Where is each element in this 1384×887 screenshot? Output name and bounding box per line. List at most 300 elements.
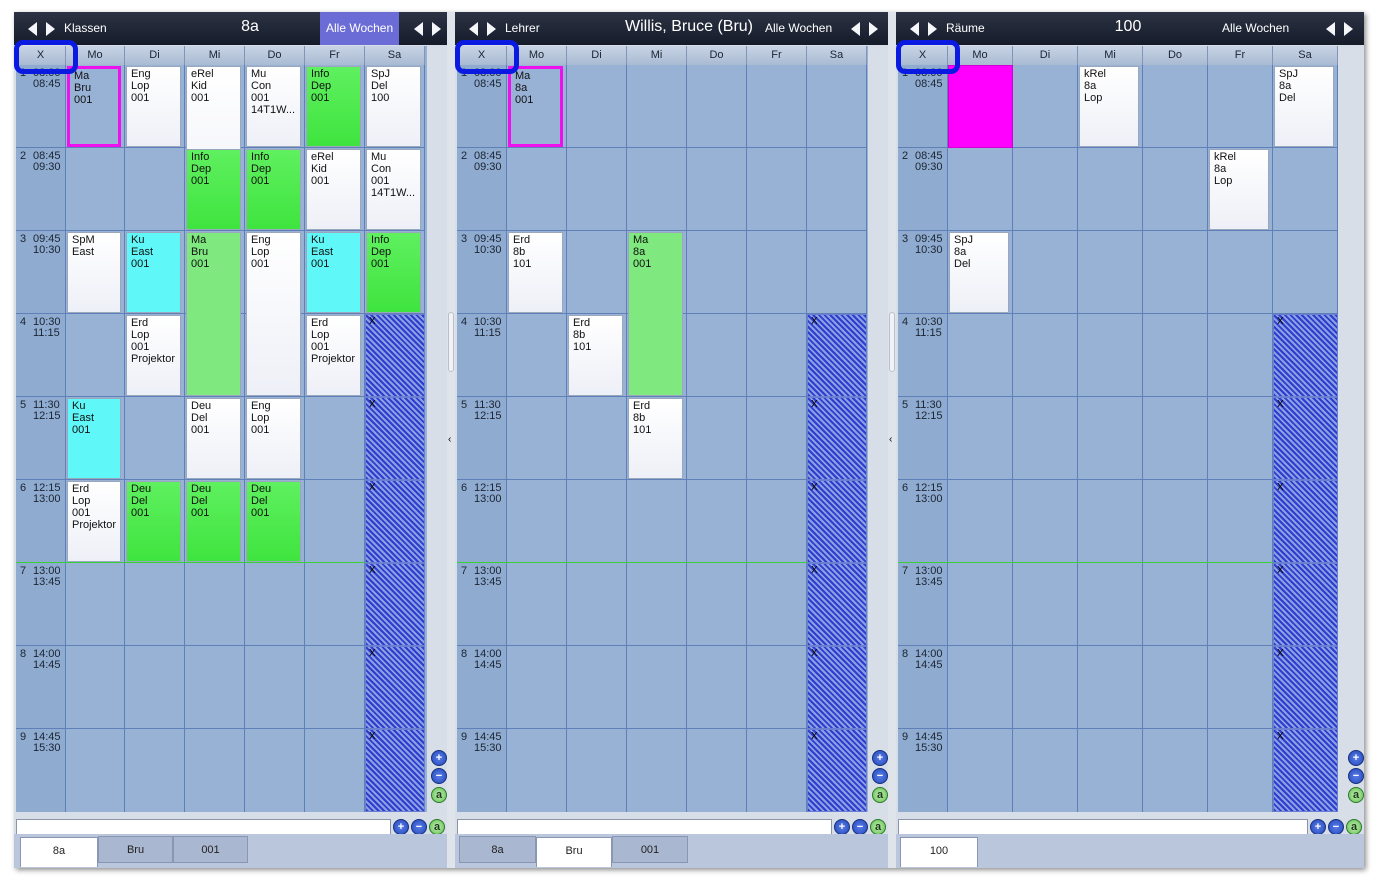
period-number: 7 xyxy=(461,565,468,577)
period-end: 14:45 xyxy=(474,659,502,671)
blocked-period-cell: X xyxy=(1273,314,1338,397)
period-number: 8 xyxy=(902,648,909,660)
lesson-line: Ku xyxy=(72,400,86,412)
element-tabs xyxy=(896,834,1364,868)
next-element-arrow-icon[interactable] xyxy=(928,22,937,36)
blocked-period-cell: X xyxy=(365,480,425,563)
element-type-label[interactable]: Räume xyxy=(946,21,985,35)
lesson-line: Lop xyxy=(72,495,91,507)
lesson-line: 001 xyxy=(191,424,210,436)
zoom-out-icon[interactable]: − xyxy=(872,768,888,784)
day-header-do[interactable]: Do xyxy=(687,46,747,65)
period-times xyxy=(474,566,502,588)
row-zoom-in-icon[interactable]: + xyxy=(1310,819,1326,835)
timetable-grid xyxy=(16,46,427,812)
period-start: 11:30 xyxy=(33,399,60,411)
blocked-period-cell: X xyxy=(1273,563,1338,646)
lesson-line: Info xyxy=(371,234,390,246)
grid-row-line xyxy=(457,728,867,729)
element-tab[interactable]: 8a xyxy=(459,836,536,863)
lesson-line: Lop xyxy=(1084,92,1103,104)
timetable-grid xyxy=(898,46,1338,812)
lesson-card[interactable] xyxy=(628,398,683,479)
lesson-line: Del xyxy=(251,495,268,507)
period-end: 15:30 xyxy=(474,742,502,754)
lesson-line: Kid xyxy=(191,80,207,92)
lesson-line: Ku xyxy=(131,234,145,246)
day-header-di[interactable]: Di xyxy=(1013,46,1078,65)
grid-row-line xyxy=(16,396,425,397)
lesson-line: Erd xyxy=(131,317,149,329)
period-start: 09:45 xyxy=(33,233,61,245)
lesson-card[interactable] xyxy=(246,149,301,230)
next-week-arrow-icon[interactable] xyxy=(869,22,878,36)
element-tab[interactable]: 001 xyxy=(173,836,248,863)
grid-column-line xyxy=(65,65,66,812)
period-end: 09:30 xyxy=(915,161,943,173)
period-times xyxy=(915,151,943,173)
grid-row-line xyxy=(457,230,867,231)
grid-row-line xyxy=(898,728,1338,729)
lesson-line: 8a xyxy=(1214,163,1227,175)
day-header-fr[interactable]: Fr xyxy=(747,46,807,65)
element-search-input[interactable] xyxy=(16,819,391,835)
period-end: 12:15 xyxy=(474,410,502,422)
period-end: 13:45 xyxy=(915,576,943,588)
zoom-in-icon[interactable]: + xyxy=(431,750,447,766)
grid-row-line xyxy=(898,313,1338,314)
lesson-card[interactable] xyxy=(366,149,421,230)
lesson-line: SpM xyxy=(72,234,95,246)
lesson-line: SpJ xyxy=(954,234,973,246)
period-times xyxy=(915,400,943,422)
element-title: 8a xyxy=(241,18,259,35)
lesson-line: Projektor xyxy=(311,353,356,365)
lesson-line: 8a xyxy=(515,82,528,94)
period-start: 13:00 xyxy=(33,565,61,577)
period-end: 13:00 xyxy=(474,493,502,505)
period-end: 11:15 xyxy=(474,327,501,339)
prev-element-arrow-icon[interactable] xyxy=(28,22,37,36)
row-font-icon[interactable]: a xyxy=(1346,819,1362,835)
lesson-line: Del xyxy=(371,80,388,92)
lesson-card[interactable] xyxy=(126,232,181,313)
lesson-line: Del xyxy=(1279,92,1296,104)
lesson-line: SpJ xyxy=(1279,68,1298,80)
day-header-fr[interactable]: Fr xyxy=(1208,46,1273,65)
selected-lesson-card[interactable] xyxy=(508,66,563,147)
font-size-icon[interactable]: a xyxy=(1348,787,1364,803)
grid-column-line xyxy=(947,65,948,812)
grid-column-line xyxy=(1142,65,1143,812)
lesson-line: Deu xyxy=(131,483,152,495)
font-size-icon[interactable]: a xyxy=(872,787,888,803)
grid-row-line xyxy=(16,230,425,231)
lesson-line: Dep xyxy=(371,246,392,258)
blocked-period-cell: X xyxy=(807,646,867,729)
period-times xyxy=(474,649,502,671)
lesson-line: 001 xyxy=(191,175,210,187)
period-times xyxy=(33,234,61,256)
lesson-line: 001 xyxy=(72,424,91,436)
next-element-arrow-icon[interactable] xyxy=(46,22,55,36)
period-end: 12:15 xyxy=(33,410,61,422)
day-header-di[interactable]: Di xyxy=(125,46,185,65)
period-start: 08:45 xyxy=(915,150,943,162)
lesson-line: 001 xyxy=(251,92,270,104)
day-header-sa[interactable]: Sa xyxy=(1273,46,1338,65)
lesson-line: Bru xyxy=(74,82,92,94)
row-zoom-in-icon[interactable]: + xyxy=(834,819,850,835)
period-number: 7 xyxy=(20,565,27,577)
lesson-line: 14T1W... xyxy=(371,187,416,199)
period-times xyxy=(474,234,502,256)
splitter-handle[interactable] xyxy=(448,312,454,372)
period-number: 5 xyxy=(461,399,468,411)
row-zoom-out-icon[interactable]: − xyxy=(411,819,427,835)
element-tabs xyxy=(455,834,888,868)
lesson-line: Deu xyxy=(191,483,212,495)
grid-column-line xyxy=(746,65,747,812)
lesson-card[interactable] xyxy=(246,398,301,479)
row-zoom-in-icon[interactable]: + xyxy=(393,819,409,835)
lesson-line: East xyxy=(311,246,334,258)
day-header-sa[interactable]: Sa xyxy=(807,46,867,65)
lesson-line: 001 xyxy=(191,92,210,104)
grid-row-line xyxy=(16,645,425,646)
period-times xyxy=(915,483,943,505)
timetable-grid xyxy=(457,46,868,812)
prev-element-arrow-icon[interactable] xyxy=(469,22,478,36)
prev-week-arrow-icon[interactable] xyxy=(414,22,423,36)
period-end: 13:45 xyxy=(33,576,61,588)
grid-row-line xyxy=(457,645,867,646)
lesson-line: Con xyxy=(371,163,392,175)
lesson-line: Erd xyxy=(72,483,90,495)
lesson-line: 001 xyxy=(131,341,150,353)
lesson-line: East xyxy=(72,246,95,258)
x-header-highlight xyxy=(455,40,519,74)
blocked-period-cell: X xyxy=(1273,480,1338,563)
day-header-do[interactable]: Do xyxy=(1143,46,1208,65)
row-zoom-out-icon[interactable]: − xyxy=(1328,819,1344,835)
blocked-period-cell: X xyxy=(365,314,425,397)
drop-target-cell[interactable] xyxy=(948,65,1013,148)
element-tab[interactable]: Bru xyxy=(536,837,612,867)
day-header-di[interactable]: Di xyxy=(567,46,627,65)
blocked-period-cell: X xyxy=(365,397,425,480)
row-font-icon[interactable]: a xyxy=(429,819,445,835)
grid-row-line xyxy=(898,645,1338,646)
period-number: 3 xyxy=(902,233,909,245)
lesson-line: 001 xyxy=(251,507,270,519)
lesson-card[interactable] xyxy=(67,398,121,479)
lesson-card[interactable] xyxy=(67,232,121,313)
period-end: 15:30 xyxy=(915,742,943,754)
period-end: 14:45 xyxy=(915,659,943,671)
period-number: 6 xyxy=(20,482,27,494)
period-number: 7 xyxy=(902,565,909,577)
period-end: 09:30 xyxy=(474,161,502,173)
lesson-card[interactable] xyxy=(628,232,683,396)
lesson-card[interactable] xyxy=(126,481,181,562)
lesson-card[interactable] xyxy=(1209,149,1269,230)
collapse-chevron-icon[interactable]: ‹ xyxy=(448,434,452,445)
period-start: 14:00 xyxy=(474,648,502,660)
lesson-line: Dep xyxy=(191,163,212,175)
weeks-selector[interactable]: Alle Wochen xyxy=(1222,21,1290,35)
day-header-mi[interactable]: Mi xyxy=(1078,46,1143,65)
period-times xyxy=(474,400,502,422)
lesson-card[interactable] xyxy=(126,66,181,147)
lesson-line: kRel xyxy=(1214,151,1237,163)
period-end: 11:15 xyxy=(915,327,942,339)
lesson-card[interactable] xyxy=(246,232,301,396)
element-search-input[interactable] xyxy=(457,819,832,835)
zoom-in-icon[interactable]: + xyxy=(1348,750,1364,766)
blocked-period-cell: X xyxy=(365,646,425,729)
lesson-line: 8a xyxy=(1279,80,1292,92)
lesson-card[interactable] xyxy=(246,481,301,562)
timetable-panel-1 xyxy=(14,12,447,868)
blocked-period-cell: X xyxy=(1273,397,1338,480)
lesson-line: Lop xyxy=(251,246,270,258)
element-tab[interactable]: Bru xyxy=(98,836,173,863)
corner-x-header[interactable]: X xyxy=(898,46,948,65)
lesson-line: Lop xyxy=(131,329,150,341)
lesson-line: Ma xyxy=(633,234,649,246)
lesson-card[interactable] xyxy=(67,481,121,562)
selected-lesson-card[interactable] xyxy=(67,66,121,147)
lesson-line: Dep xyxy=(251,163,272,175)
lesson-card[interactable] xyxy=(306,315,361,396)
element-tab[interactable]: 100 xyxy=(900,837,978,867)
period-times xyxy=(33,400,61,422)
day-header-do[interactable]: Do xyxy=(245,46,305,65)
lesson-line: 101 xyxy=(573,341,592,353)
period-number: 3 xyxy=(461,233,468,245)
period-times xyxy=(33,732,61,754)
zoom-out-icon[interactable]: − xyxy=(431,768,447,784)
day-header-mo[interactable]: Mo xyxy=(507,46,567,65)
lesson-line: 001 xyxy=(251,258,270,270)
corner-x-header[interactable]: X xyxy=(457,46,507,65)
period-end: 08:45 xyxy=(474,78,502,90)
lesson-line: 001 xyxy=(72,507,91,519)
period-column xyxy=(898,65,948,812)
lesson-card[interactable] xyxy=(366,232,421,313)
lesson-card[interactable] xyxy=(568,315,623,396)
period-end: 10:30 xyxy=(474,244,502,256)
panel-splitter[interactable] xyxy=(447,12,455,868)
grid-column-line xyxy=(1077,65,1078,812)
grid-column-line xyxy=(1012,65,1013,812)
element-tab[interactable]: 8a xyxy=(20,837,98,867)
grid-row-line xyxy=(457,396,867,397)
period-times xyxy=(33,317,61,339)
blocked-period-cell: X xyxy=(365,563,425,646)
element-title: 100 xyxy=(1114,18,1142,35)
day-header-fr[interactable]: Fr xyxy=(305,46,365,65)
timetable-panel-3 xyxy=(896,12,1364,868)
current-time-line xyxy=(457,562,867,563)
lesson-line: Eng xyxy=(251,400,271,412)
lesson-line: 001 xyxy=(191,507,210,519)
lesson-line: Del xyxy=(191,412,208,424)
lesson-line: 001 xyxy=(633,258,652,270)
font-size-icon[interactable]: a xyxy=(431,787,447,803)
lesson-line: Deu xyxy=(191,400,212,412)
lesson-card[interactable] xyxy=(186,481,241,562)
next-week-arrow-icon[interactable] xyxy=(1344,22,1353,36)
weeks-selector[interactable]: Alle Wochen xyxy=(320,12,399,45)
grid-column-line xyxy=(304,65,305,812)
panel-splitter[interactable] xyxy=(888,12,896,868)
period-end: 08:45 xyxy=(915,78,943,90)
period-start: 13:00 xyxy=(474,565,502,577)
lesson-line: 001 xyxy=(131,92,150,104)
lesson-line: 001 xyxy=(371,258,390,270)
lesson-line: Ma xyxy=(74,70,90,82)
grid-column-line xyxy=(506,65,507,812)
timetable-panel-2 xyxy=(455,12,888,868)
period-number: 1 xyxy=(461,67,468,79)
lesson-card[interactable] xyxy=(366,66,421,147)
lesson-line: East xyxy=(72,412,95,424)
lesson-card[interactable] xyxy=(186,398,241,479)
lesson-card[interactable] xyxy=(508,232,563,313)
lesson-line: 8a xyxy=(954,246,967,258)
lesson-line: Del xyxy=(191,495,208,507)
lesson-line: Bru xyxy=(191,246,209,258)
lesson-line: Projektor xyxy=(131,353,176,365)
lesson-line: 001 xyxy=(74,94,93,106)
period-start: 12:15 xyxy=(915,482,943,494)
period-number: 9 xyxy=(20,731,27,743)
day-header-mo[interactable]: Mo xyxy=(66,46,125,65)
grid-column-line xyxy=(244,65,245,812)
lesson-card[interactable] xyxy=(306,232,361,313)
period-start: 08:00 xyxy=(915,67,943,79)
lesson-line: Ku xyxy=(311,234,325,246)
blocked-period-cell: X xyxy=(807,563,867,646)
lesson-line: 14T1W... xyxy=(251,104,296,116)
period-number: 6 xyxy=(461,482,468,494)
lesson-line: Lop xyxy=(311,329,330,341)
period-start: 08:45 xyxy=(474,150,502,162)
period-number: 2 xyxy=(461,150,468,162)
period-number: 6 xyxy=(902,482,909,494)
lesson-line: Mu xyxy=(251,68,267,80)
period-end: 11:15 xyxy=(33,327,60,339)
period-start: 08:00 xyxy=(33,67,61,79)
current-time-line xyxy=(898,562,1338,563)
corner-x-header[interactable]: X xyxy=(16,46,66,65)
lesson-line: 001 xyxy=(311,341,330,353)
period-number: 9 xyxy=(461,731,468,743)
element-type-label[interactable]: Lehrer xyxy=(505,21,540,35)
grid-row-line xyxy=(16,479,425,480)
period-start: 09:45 xyxy=(915,233,943,245)
prev-week-arrow-icon[interactable] xyxy=(851,22,860,36)
blocked-period-cell: X xyxy=(1273,729,1338,812)
period-start: 14:00 xyxy=(33,648,61,660)
lesson-line: eRel xyxy=(311,151,334,163)
grid-column-line xyxy=(1207,65,1208,812)
panel-titlebar xyxy=(455,12,888,45)
period-number: 4 xyxy=(902,316,909,328)
day-header-sa[interactable]: Sa xyxy=(365,46,425,65)
period-number: 8 xyxy=(20,648,27,660)
period-start: 14:00 xyxy=(915,648,943,660)
lesson-card[interactable] xyxy=(1079,66,1139,147)
grid-column-line xyxy=(566,65,567,812)
lesson-line: Del xyxy=(954,258,971,270)
lesson-card[interactable] xyxy=(306,66,361,147)
lesson-line: 001 xyxy=(311,92,330,104)
grid-column-line xyxy=(626,65,627,812)
period-end: 15:30 xyxy=(33,742,61,754)
next-element-arrow-icon[interactable] xyxy=(487,22,496,36)
day-header-mi[interactable]: Mi xyxy=(185,46,245,65)
lesson-card[interactable] xyxy=(186,149,241,230)
lesson-line: 101 xyxy=(633,424,652,436)
period-column xyxy=(16,65,66,812)
lesson-line: 001 xyxy=(311,175,330,187)
element-tab[interactable]: 001 xyxy=(612,836,688,863)
lesson-line: Erd xyxy=(573,317,591,329)
weeks-selector[interactable]: Alle Wochen xyxy=(765,21,833,35)
period-number: 3 xyxy=(20,233,27,245)
lesson-line: Info xyxy=(311,68,330,80)
next-week-arrow-icon[interactable] xyxy=(432,22,441,36)
period-number: 8 xyxy=(461,648,468,660)
period-end: 14:45 xyxy=(33,659,61,671)
lesson-card[interactable] xyxy=(1274,66,1334,147)
period-times xyxy=(474,732,502,754)
lesson-line: Lop xyxy=(1214,175,1233,187)
row-font-icon[interactable]: a xyxy=(870,819,886,835)
lesson-card[interactable] xyxy=(246,66,301,147)
splitter-handle[interactable] xyxy=(889,312,895,372)
element-type-label[interactable]: Klassen xyxy=(64,21,107,35)
day-header-mi[interactable]: Mi xyxy=(627,46,687,65)
zoom-in-icon[interactable]: + xyxy=(872,750,888,766)
day-header-mo[interactable]: Mo xyxy=(948,46,1013,65)
period-number: 9 xyxy=(902,731,909,743)
lesson-line: 001 xyxy=(191,258,210,270)
lesson-card[interactable] xyxy=(949,232,1009,313)
lesson-line: 001 xyxy=(131,258,150,270)
lesson-line: Ma xyxy=(191,234,207,246)
period-times xyxy=(915,732,943,754)
zoom-out-icon[interactable]: − xyxy=(1348,768,1364,784)
lesson-card[interactable] xyxy=(306,149,361,230)
row-zoom-out-icon[interactable]: − xyxy=(852,819,868,835)
period-times xyxy=(33,566,61,588)
element-search-input[interactable] xyxy=(898,819,1308,835)
lesson-card[interactable] xyxy=(126,315,181,396)
lesson-line: East xyxy=(131,246,154,258)
period-start: 12:15 xyxy=(474,482,502,494)
prev-week-arrow-icon[interactable] xyxy=(1326,22,1335,36)
lesson-line: Dep xyxy=(311,80,332,92)
collapse-chevron-icon[interactable]: ‹ xyxy=(889,434,893,445)
lesson-card[interactable] xyxy=(186,232,241,396)
prev-element-arrow-icon[interactable] xyxy=(910,22,919,36)
lesson-line: 8b xyxy=(573,329,586,341)
lesson-line: Erd xyxy=(513,234,531,246)
